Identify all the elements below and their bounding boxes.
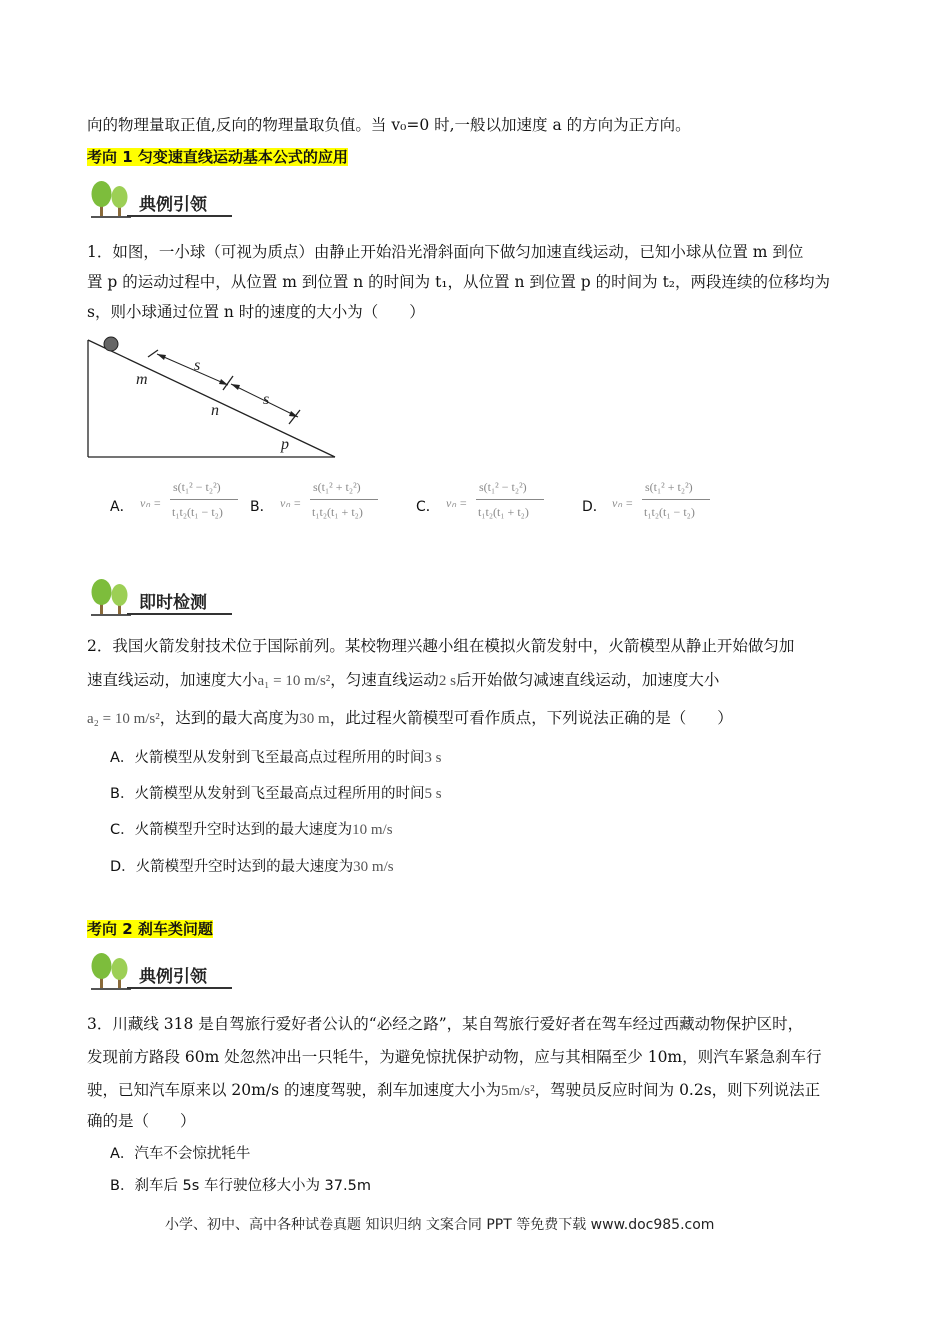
incline-figure — [80, 330, 345, 465]
q1-option-a-formula: vₙ = s(t₁² − t₂²) t₁t₂(t₁ − t₂) — [140, 478, 240, 526]
banner-divider — [127, 215, 232, 217]
banner-check — [87, 578, 235, 620]
banner-label: 典例引领 — [139, 195, 207, 215]
q2-choice-d: D．火箭模型升空时达到的最大速度为30 m/s — [110, 859, 394, 875]
label-n: n — [211, 402, 219, 419]
ball — [104, 337, 118, 351]
q1-option-b-formula: vₙ = s(t₁² + t₂²) t₁t₂(t₁ + t₂) — [280, 478, 380, 526]
q2-line-1: 2．我国火箭发射技术位于国际前列。某校物理兴趣小组在模拟火箭发射中，火箭模型从静止开始做匀加 — [87, 637, 795, 655]
q1-option-b-label: B． — [250, 499, 274, 515]
q1-line-3: s，则小球通过位置 n 时的速度的大小为（ ） — [87, 303, 425, 321]
q2-choice-b: B．火箭模型从发射到飞至最高点过程所用的时间5 s — [110, 786, 442, 802]
q1-option-d-label: D． — [582, 499, 607, 515]
q1-option-a-label: A． — [110, 499, 134, 515]
a1-value: a₁ = 10 m/s² — [257, 673, 331, 689]
q1-line-2: 置 p 的运动过程中，从位置 m 到位置 n 的时间为 t₁，从位置 n 到位置 p 的时间为 t₂，两段连续的位移均为 — [87, 273, 831, 291]
q3-line-4: 确的是（ ） — [87, 1112, 196, 1130]
banner-divider — [127, 987, 232, 989]
label-s-2: s — [263, 391, 270, 408]
section-title-2 — [87, 919, 213, 939]
q1-option-c-label: C． — [416, 499, 440, 515]
q3-line-2: 发现前方路段 60m 处忽然冲出一只牦牛，为避免惊扰保护动物，应与其相隔至少 10m，则汽车紧急刹车行 — [87, 1048, 822, 1066]
intro-text: 向的物理量取正值,反向的物理量取负值。当 v₀=0 时,一般以加速度 a 的方向为正方向。 — [87, 116, 691, 134]
banner-example-2 — [87, 952, 235, 994]
highlight-heading: 考向 1 匀变速直线运动基本公式的应用 — [87, 148, 348, 166]
a2-value: a₂ = 10 m/s² — [87, 711, 160, 727]
banner-label: 即时检测 — [139, 593, 207, 613]
page-footer: 小学、初中、高中各种试卷真题 知识归纳 文案合同 PPT 等免费下载 www.doc985.com — [165, 1217, 715, 1233]
q1-line-1: 1．如图，一小球（可视为质点）由静止开始沿光滑斜面向下做匀加速直线运动，已知小球从位置 m 到位 — [87, 243, 804, 261]
q2-line-3: a₂ = 10 m/s²，达到的最大高度为30 m，此过程火箭模型可看作质点，下列说法正确的是（ ） — [87, 709, 733, 727]
label-s-1: s — [194, 357, 201, 374]
label-m: m — [136, 371, 148, 388]
q1-option-d-formula: vₙ = s(t₁² + t₂²) t₁t₂(t₁ − t₂) — [612, 478, 712, 526]
banner-example — [87, 180, 235, 222]
q2-choice-c: C．火箭模型升空时达到的最大速度为10 m/s — [110, 822, 393, 838]
height-value: 30 m — [299, 711, 330, 727]
section-title-1 — [87, 147, 348, 167]
banner-divider — [127, 613, 232, 615]
q3-choice-b: B．刹车后 5s 车行驶位移大小为 37.5m — [110, 1178, 371, 1194]
q1-option-c-formula: vₙ = s(t₁² − t₂²) t₁t₂(t₁ + t₂) — [446, 478, 546, 526]
banner-label: 典例引领 — [139, 967, 207, 987]
q2-line-2: 速直线运动，加速度大小a₁ = 10 m/s²，匀速直线运动2 s后开始做匀减速直线运动，加速度大小 — [87, 671, 720, 689]
q3-choice-a: A．汽车不会惊扰牦牛 — [110, 1146, 251, 1162]
q3-line-1: 3．川藏线 318 是自驾旅行爱好者公认的“必经之路”，某自驾旅行爱好者在驾车经过西藏动物保护区时， — [87, 1015, 804, 1033]
q2-choice-a: A．火箭模型从发射到飞至最高点过程所用的时间3 s — [110, 750, 442, 766]
label-p: p — [281, 436, 289, 453]
time-value: 2 s — [438, 673, 456, 689]
q3-line-3: 驶，已知汽车原来以 20m/s 的速度驾驶，刹车加速度大小为5m/s²，驾驶员反应时间为 0.2s，则下列说法正 — [87, 1081, 821, 1099]
highlight-heading: 考向 2 刹车类问题 — [87, 920, 213, 938]
deceleration-value: 5m/s² — [500, 1083, 535, 1099]
